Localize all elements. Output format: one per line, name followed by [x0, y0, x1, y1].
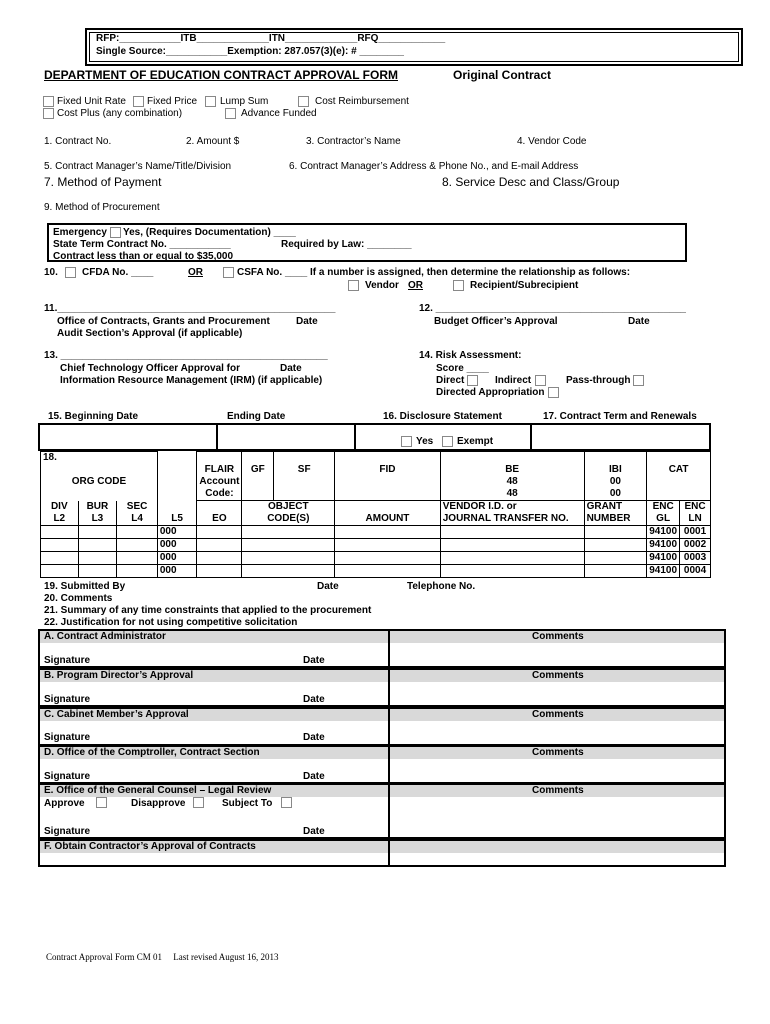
service-desc-field[interactable]: 8. Service Desc and Class/Group: [442, 175, 620, 189]
flair-header-cell: [197, 452, 242, 501]
enc-gl-header: [647, 501, 680, 526]
subject-to-checkbox[interactable]: [281, 797, 292, 808]
approval-c-comments-label: Comments: [532, 709, 584, 720]
time-constraints-field[interactable]: 21. Summary of any time constraints that applied to the procurement: [44, 605, 372, 616]
be-value-1: 48: [506, 476, 518, 487]
field-12-line[interactable]: 12. _____________________________________________: [419, 303, 686, 314]
vendor-checkbox[interactable]: [348, 280, 359, 291]
field-12-date: Date: [628, 316, 650, 327]
cfda-checkbox[interactable]: [65, 267, 76, 278]
vendor-label: Vendor: [365, 280, 399, 291]
amount-field[interactable]: 2. Amount $: [186, 136, 240, 147]
approval-d-comments-label: Comments: [532, 747, 584, 758]
cat-header: CAT: [647, 452, 711, 501]
disclosure-yes-checkbox[interactable]: [401, 436, 412, 447]
accounting-grid: [40, 451, 711, 578]
field-11-line[interactable]: 11.__________________________________________________: [44, 303, 336, 314]
vendor-id-header: [440, 501, 584, 526]
direct-checkbox[interactable]: [467, 375, 478, 386]
csfa-field[interactable]: CSFA No. ____ If a number is assigned, then determine the relationship as follows:: [237, 267, 631, 278]
subject-to-label: Subject To: [222, 798, 273, 809]
gl-cell: 94100: [647, 526, 680, 539]
field-13-date: Date: [280, 363, 302, 374]
approval-b-date: Date: [303, 694, 325, 705]
indirect-label: Indirect: [495, 375, 532, 386]
gl-label: GL: [656, 513, 671, 524]
field-11-date: Date: [296, 316, 318, 327]
approval-d-title: D. Office of the Comptroller, Contract Section: [44, 747, 260, 758]
contract-less-than-field[interactable]: Contract less than or equal to $35,000 ______________: [53, 251, 314, 262]
vendor-id-label: VENDOR I.D. or: [442, 501, 517, 512]
fixed-price-label: Fixed Price: [147, 96, 198, 107]
codes-label: CODE(S): [267, 513, 310, 524]
beginning-date-input[interactable]: [40, 425, 218, 449]
manager-address-field[interactable]: 6. Contract Manager’s Address & Phone No., and E-mail Address: [289, 161, 579, 172]
budget-officer-label: Budget Officer’s Approval: [434, 316, 558, 327]
l2-label: L2: [53, 512, 66, 524]
directed-appropriation-label: Directed Appropriation: [436, 387, 545, 398]
org-code-label: ORG CODE: [71, 476, 127, 487]
field-13-line[interactable]: 13. ________________________________________________: [44, 350, 328, 361]
table-row[interactable]: [41, 552, 711, 565]
disapprove-label: Disapprove: [131, 798, 186, 809]
approval-a-comments-label: Comments: [532, 631, 584, 642]
comments-field[interactable]: 20. Comments: [44, 593, 113, 604]
recipient-checkbox[interactable]: [453, 280, 464, 291]
be-header-cell: [440, 452, 584, 501]
gl-cell: 94100: [647, 552, 680, 565]
disclosure-exempt-checkbox[interactable]: [442, 436, 453, 447]
grant-label: GRANT: [586, 501, 623, 512]
lump-sum-checkbox[interactable]: [205, 96, 216, 107]
approval-a-title: A. Contract Administrator: [44, 631, 166, 642]
lump-sum-label: Lump Sum: [220, 96, 269, 107]
gl-cell: 94100: [647, 539, 680, 552]
ln-label: LN: [688, 513, 702, 524]
approval-e-title: E. Office of the General Counsel – Legal Review: [44, 785, 272, 796]
approval-d-date: Date: [303, 771, 325, 782]
be-label: BE: [505, 464, 520, 475]
term-renewals-label: 17. Contract Term and Renewals: [543, 411, 697, 422]
approval-a-date: Date: [303, 655, 325, 666]
contracts-office-label: Office of Contracts, Grants and Procurement: [57, 316, 270, 327]
csfa-checkbox[interactable]: [223, 267, 234, 278]
grid-spacer: [157, 484, 197, 500]
grid-spacer: [157, 468, 197, 484]
code-label: Code:: [205, 488, 234, 499]
number-label: NUMBER: [586, 513, 631, 524]
object-code-header: [242, 501, 335, 526]
field-10-number: 10.: [44, 267, 58, 278]
contract-no-field[interactable]: 1. Contract No.: [44, 136, 112, 147]
direct-label: Direct: [436, 375, 465, 386]
state-term-field[interactable]: State Term Contract No. ___________: [53, 239, 231, 250]
cost-plus-label: Cost Plus (any combination): [57, 108, 183, 119]
field-18-number: 18.: [43, 452, 57, 463]
sec-label: SEC: [126, 500, 148, 512]
approval-e-signature: Signature: [44, 826, 91, 837]
approval-b-comments-label: Comments: [532, 670, 584, 681]
cost-reimbursement-label: Cost Reimbursement: [315, 96, 409, 107]
approval-b-title: B. Program Director’s Approval: [44, 670, 194, 681]
disclosure-exempt-label: Exempt: [457, 436, 494, 447]
grant-header: [584, 501, 647, 526]
fixed-price-checkbox[interactable]: [133, 96, 144, 107]
approval-d-signature: Signature: [44, 771, 91, 782]
approve-label: Approve: [44, 798, 85, 809]
gf-header: GF: [242, 452, 274, 501]
irm-label: Information Resource Management (IRM) (if applicable): [60, 375, 323, 386]
approval-b-signature: Signature: [44, 694, 91, 705]
approval-f-title: F. Obtain Contractor’s Approval of Contracts: [44, 841, 256, 852]
term-renewals-input[interactable]: [532, 425, 709, 449]
ibi-header-cell: [584, 452, 647, 501]
fid-header: FID: [335, 452, 441, 501]
enc-label-2: ENC: [684, 501, 706, 512]
emergency-yes-label: Yes, (Requires Documentation) ____: [123, 227, 296, 238]
pass-through-checkbox[interactable]: [633, 375, 644, 386]
bur-label: BUR: [86, 500, 109, 512]
contract-manager-field[interactable]: 5. Contract Manager’s Name/Title/Division: [44, 161, 232, 172]
audit-approval-label: Audit Section’s Approval (if applicable): [57, 328, 243, 339]
sf-header: SF: [274, 452, 335, 501]
or-label-1: OR: [188, 267, 203, 278]
pass-through-label: Pass-through: [566, 375, 631, 386]
account-label: Account: [199, 476, 240, 487]
bur-header: [78, 501, 117, 526]
table-row[interactable]: [41, 565, 711, 578]
beginning-date-label: 15. Beginning Date: [48, 411, 139, 422]
l5-cell: 000: [157, 539, 197, 552]
fixed-unit-rate-label: Fixed Unit Rate: [57, 96, 126, 107]
ln-cell: 0003: [680, 552, 711, 565]
flair-label: FLAIR: [204, 464, 235, 475]
submitted-by-field[interactable]: 19. Submitted By: [44, 581, 126, 592]
contract-type: Original Contract: [453, 68, 552, 82]
vendor-code-field[interactable]: 4. Vendor Code: [517, 136, 587, 147]
l5-cell: 000: [157, 565, 197, 578]
ln-cell: 0001: [680, 526, 711, 539]
justification-field[interactable]: 22. Justification for not using competitive solicitation: [44, 617, 298, 628]
disclosure-label: 16. Disclosure Statement: [383, 411, 502, 422]
method-of-procurement-field[interactable]: 9. Method of Procurement: [44, 202, 160, 213]
directed-appropriation-checkbox[interactable]: [548, 387, 559, 398]
grid-spacer: [157, 452, 197, 468]
l4-label: L4: [131, 512, 143, 524]
object-label: OBJECT: [268, 501, 309, 512]
table-row[interactable]: [41, 539, 711, 552]
indirect-checkbox[interactable]: [535, 375, 546, 386]
cost-plus-checkbox[interactable]: [43, 108, 54, 119]
rfp-line: RFP:___________ITB_____________ITN_____________RFQ____________: [96, 33, 446, 44]
disclosure-yes-label: Yes: [416, 436, 434, 447]
disapprove-checkbox[interactable]: [193, 797, 204, 808]
risk-assessment-title: 14. Risk Assessment:: [419, 350, 522, 361]
journal-label: JOURNAL TRANSFER NO.: [442, 513, 569, 524]
ln-cell: 0002: [680, 539, 711, 552]
emergency-label: Emergency: [53, 227, 107, 238]
method-of-payment-field[interactable]: 7. Method of Payment: [44, 175, 162, 189]
form-title: DEPARTMENT OF EDUCATION CONTRACT APPROVAL FORM: [44, 68, 398, 82]
contractor-name-field[interactable]: 3. Contractor’s Name: [306, 136, 401, 147]
ibi-value-1: 00: [609, 476, 621, 487]
cost-reimbursement-checkbox[interactable]: [298, 96, 309, 107]
required-by-law-field[interactable]: Required by Law: ________: [281, 239, 412, 250]
ln-cell: 0004: [680, 565, 711, 578]
amount-header: AMOUNT: [335, 501, 441, 526]
telephone-label: Telephone No.: [407, 581, 476, 592]
approval-e-comments-label: Comments: [532, 785, 584, 796]
emergency-checkbox[interactable]: [110, 227, 121, 238]
page-footer: Contract Approval Form CM 01 Last revised August 16, 2013: [46, 952, 279, 962]
l5-header: L5: [157, 501, 197, 526]
single-source-line: Single Source:___________Exemption: 287.057(3)(e): # ________: [96, 46, 404, 57]
l5-cell: 000: [157, 526, 197, 539]
approval-c-date: Date: [303, 732, 325, 743]
fixed-unit-rate-checkbox[interactable]: [43, 96, 54, 107]
gl-cell: 94100: [647, 565, 680, 578]
approval-c-title: C. Cabinet Member’s Approval: [44, 709, 189, 720]
ending-date-label: Ending Date: [227, 411, 286, 422]
risk-score-field[interactable]: Score ____: [436, 363, 489, 374]
approve-checkbox[interactable]: [96, 797, 107, 808]
div-header: [41, 501, 79, 526]
submitted-date-label: Date: [317, 581, 339, 592]
cfda-field[interactable]: CFDA No. ____: [82, 267, 154, 278]
table-row[interactable]: [41, 526, 711, 539]
enc-label: ENC: [652, 501, 674, 512]
org-code-header-cell: [41, 452, 158, 501]
or-label-2: OR: [408, 280, 423, 291]
approval-c-signature: Signature: [44, 732, 91, 743]
ending-date-input[interactable]: [218, 425, 356, 449]
recipient-label: Recipient/Subrecipient: [470, 280, 579, 291]
approval-e-date: Date: [303, 826, 325, 837]
be-value-2: 48: [506, 488, 518, 499]
l3-label: L3: [91, 512, 104, 524]
ibi-label: IBI: [609, 464, 622, 475]
cto-approval-label: Chief Technology Officer Approval for: [60, 363, 241, 374]
advance-funded-checkbox[interactable]: [225, 108, 236, 119]
l5-cell: 000: [157, 552, 197, 565]
div-label: DIV: [50, 500, 68, 512]
approval-f-comments[interactable]: [390, 839, 726, 867]
enc-ln-header: [680, 501, 711, 526]
advance-funded-label: Advance Funded: [241, 108, 317, 119]
approval-a-signature: Signature: [44, 655, 91, 666]
ibi-value-2: 00: [609, 488, 621, 499]
eo-header: EO: [197, 501, 242, 526]
sec-header: [117, 501, 158, 526]
